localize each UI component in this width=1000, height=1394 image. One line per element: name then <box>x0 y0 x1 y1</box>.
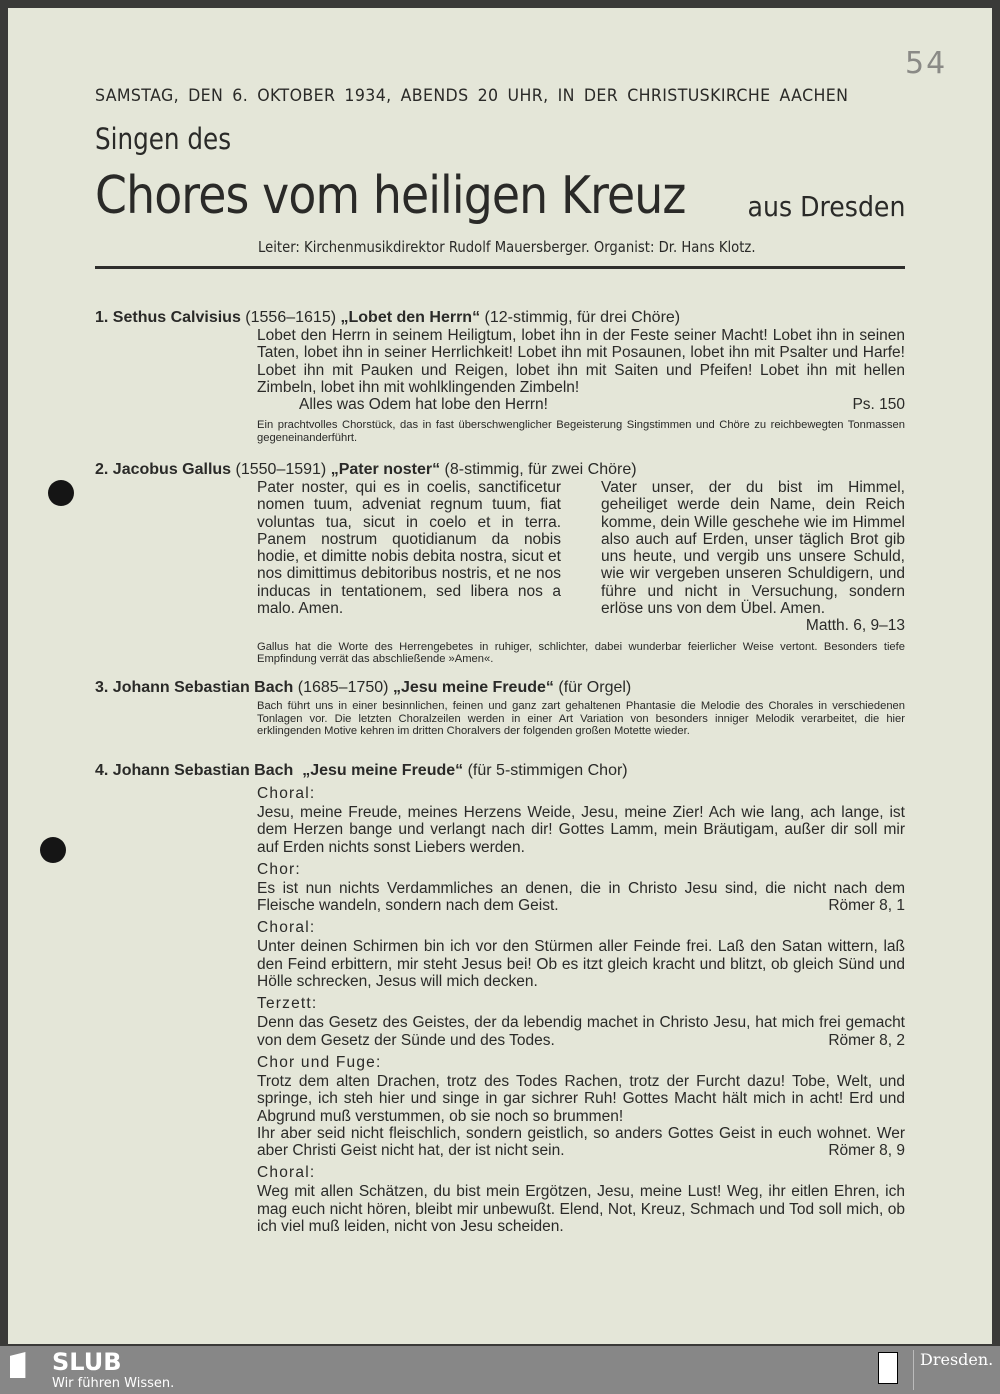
ref: Ps. 150 <box>852 396 905 414</box>
composer: Sethus Calvisius <box>112 309 241 326</box>
coat-of-arms-icon <box>878 1352 898 1384</box>
composer: Jacobus Gallus <box>112 461 232 478</box>
detail: (12-stimmig, für drei Chöre) <box>484 309 681 326</box>
text: Weg mit allen Schätzen, du bist mein Ergötzen, Jesu, meine Lust! Weg, ihr eitlen Ehren, ich mag euch nicht hören, bleibt mir unbewußt. Elend, Not, Kreuz, Schmach und Tod soll mich, ob ich viel muß leiden, nicht von Jesu scheiden. <box>257 1183 905 1236</box>
num: 2. <box>95 461 109 478</box>
detail: (für Orgel) <box>558 679 632 696</box>
program-item-1 <box>95 309 905 444</box>
num: 1. <box>95 309 109 326</box>
text-block <box>257 880 905 915</box>
work-title: „Jesu meine Freude“ <box>392 679 554 696</box>
lyrics <box>257 479 905 635</box>
ref: Matth. 6, 9–13 <box>805 617 905 635</box>
detail: (8-stimmig, für zwei Chöre) <box>444 461 637 478</box>
page-number: 54 <box>905 46 948 81</box>
label: Choral: <box>257 919 316 937</box>
ref: Römer 8, 1 <box>828 897 905 915</box>
num: 4. <box>95 762 109 779</box>
note: Ein prachtvolles Chorstück, das in fast überschwenglicher Begeisterung Singstimmen und Chöre zu reichbewegten Tonmassen gegeneinanderführt. <box>257 419 905 444</box>
work-title: „Pater noster“ <box>330 461 441 478</box>
dates: (1685–1750) <box>297 679 389 696</box>
note: Bach führt uns in einer besinnlichen, feinen und ganz zart gehaltenen Phantasie die Melodie des Chorales in verschiedenen Tonlagen vor. Die letzten Choralzeilen werden in einer Art Variation von besonders inniger Melodik verarbeitet, die hier erklingenden Motive kehren im dritten Choralvers der folgenden großen Motette wieder. <box>257 700 905 737</box>
title <box>95 166 905 226</box>
closing: Alles was Odem hat lobe den Herrn! <box>299 396 548 414</box>
program-item-2 <box>95 461 905 666</box>
text-block <box>257 479 905 617</box>
program-item-4 <box>95 762 905 1235</box>
detail: (für 5-stimmigen Chor) <box>467 762 628 779</box>
title-suffix: aus Dresden <box>747 190 905 223</box>
punch-hole <box>48 480 74 506</box>
main-title: Chores vom heiligen Kreuz <box>95 166 686 226</box>
divider <box>95 266 905 269</box>
date-line: SAMSTAG, DEN 6. OKTOBER 1934, ABENDS 20 UHR, IN DER CHRISTUSKIRCHE AACHEN <box>95 86 849 106</box>
work-title: „Jesu meine Freude“ <box>302 762 464 779</box>
tagline: Wir führen Wissen. <box>52 1376 175 1391</box>
ref: Römer 8, 2 <box>828 1031 905 1049</box>
work-title: „Lobet den Herrn“ <box>340 309 481 326</box>
label: Choral: <box>257 1164 316 1182</box>
text: Lobet den Herrn in seinem Heiligtum, lobet ihn in der Feste seiner Macht! Lobet ihn in seinen Taten, lobet ihn in seiner Herrlichkeit! Lobet ihn mit Posaunen, lobet ihn mit Psalter und Harfe! Lobet ihn mit Pauken und Reigen, lobet ihn mit Saiten und Pfeifen! Lobet ihn mit hellen Zimbeln, lobet ihn mit wohlklingenden Zimbeln! <box>257 327 905 396</box>
text: Trotz dem alten Drachen, trotz des Todes Rachen, trotz der Furcht dazu! Tobe, Welt, und springe, ich steh hier und singe in gar sichrer Ruh! Gottes Macht hält mich in acht! Erd und Abgrund muß verstummen, ob sie noch so brummen! <box>257 1072 905 1125</box>
text-block <box>257 396 905 413</box>
ref: Römer 8, 9 <box>828 1142 905 1160</box>
label: Choral: <box>257 785 316 802</box>
program-item-3 <box>95 679 905 738</box>
text: Jesu, meine Freude, meines Herzens Weide, Jesu, meine Zier! Ach wie lang, ach lange, ist dem Herzen bange und verlangt nach dir! Gottes Lamm, mein Bräutigam, außer dir soll mir auf Erden nichts sonst Liebers werden. <box>257 804 905 856</box>
text-block <box>95 762 905 780</box>
text: Unter deinen Schirmen bin ich vor den Stürmen aller Feinde frei. Laß den Satan wittern, laß den Feind erbittern, mir steht Jesus bei! Ob es itzt gleich kracht und blitzt, ob gleich Sünd und Hölle schrecken, Jesus will mich decken. <box>257 938 905 991</box>
text: Es ist nun nichts Verdammliches an denen, die in Christo Jesu sind, die nicht nach dem Fleische wandeln, sondern nach dem Geist. <box>257 879 905 915</box>
label: Terzett: <box>257 995 318 1013</box>
label: Chor: <box>257 860 301 878</box>
composer: Johann Sebastian Bach <box>112 762 294 779</box>
lyrics <box>257 327 905 413</box>
divider <box>913 1350 914 1390</box>
text-block <box>95 679 905 697</box>
dates: (1550–1591) <box>235 461 327 478</box>
conductor-line: Leiter: Kirchenmusikdirektor Rudolf Mauersberger. Organist: Dr. Hans Klotz. <box>258 238 756 256</box>
pre-title: Singen des <box>95 122 232 156</box>
num: 3. <box>95 679 109 696</box>
punch-hole <box>40 837 66 863</box>
composer: Johann Sebastian Bach <box>112 679 294 696</box>
text-block <box>95 309 905 327</box>
text-block <box>257 1125 905 1160</box>
dates: (1556–1615) <box>245 309 337 326</box>
city-logo[interactable]: Dresden. <box>920 1350 994 1369</box>
text: Denn das Gesetz des Geistes, der da lebendig machet in Christo Jesu, hat mich frei gemacht von dem Gesetz der Sünde und des Todes. <box>257 1014 905 1049</box>
label: Chor und Fuge: <box>257 1053 382 1071</box>
footer-bar <box>0 1346 1000 1394</box>
text-block <box>95 461 905 479</box>
latin-text: Pater noster, qui es in coelis, sanctificetur nomen tuum, adveniat regnum tuum, fiat voluntas tua, sicut in coelo et in terra. Panem nostrum quotidianum da nobis hodie, et dimitte nobis debita nostra, sicut et nos dimittimus debitoribus nostris, et ne nos inducas in tentationem, sed libera nos a malo. Amen. <box>257 479 561 618</box>
german-text: Vater unser, der du bist im Himmel, geheiliget werde dein Name, dein Reich komme, dein Wille geschehe wie im Himmel also auch auf Erden, unser täglich Brot gib uns heute, und vergib uns unsere Schuld, wie wir vergeben unseren Schuldigern, und führe und nicht in Versuchung, sondern erlöse uns von dem Übel. Amen. <box>601 479 905 618</box>
text-block <box>257 1014 905 1049</box>
text2: Ihr aber seid nicht fleischlich, sondern geistlich, so anders Gottes Geist in euch wohnet. Wer aber Christi Geist nicht hat, der ist nicht sein. <box>257 1124 905 1160</box>
slub-logo-icon <box>10 1352 32 1378</box>
note: Gallus hat die Worte des Herrengebetes in ruhiger, schlichter, dabei wunderbar feierlicher Weise vertont. Besonders tiefe Empfindung verrät das abschließende »Amen«. <box>257 640 905 666</box>
brand[interactable]: SLUB <box>52 1348 122 1376</box>
lyrics <box>257 784 905 1235</box>
